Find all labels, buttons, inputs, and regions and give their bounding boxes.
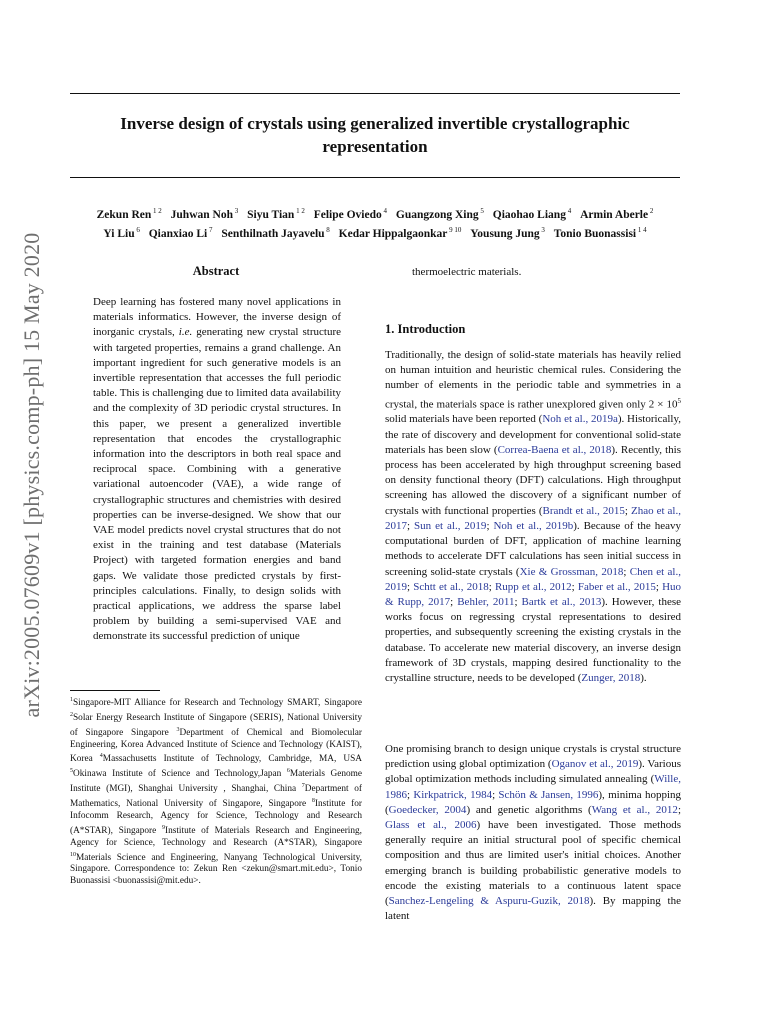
author-affiliation-mark: 3 bbox=[539, 225, 545, 234]
footnote-number: 10 bbox=[70, 851, 76, 858]
citation-link[interactable]: Correa-Baena et al., 2018 bbox=[497, 443, 612, 456]
citation-link[interactable]: Zunger, 2018 bbox=[581, 671, 641, 684]
abstract-continued: thermoelectric materials. bbox=[412, 266, 522, 278]
paragraph-text: ; bbox=[407, 519, 415, 532]
citation-link[interactable]: Oganov et al., 2019 bbox=[551, 758, 639, 771]
citation-link[interactable]: Xie & Grossman, 2018 bbox=[519, 565, 624, 578]
citation-link[interactable]: Schön & Jansen, 1996 bbox=[498, 788, 599, 801]
author-name: Felipe Oviedo $^4$ bbox=[313, 207, 387, 221]
author-affiliation-mark: 8 bbox=[324, 225, 330, 234]
footnote-text: Massachusetts Institute of Technology, Cambridge, MA, USA bbox=[102, 754, 362, 765]
citation-link[interactable]: Noh et al., 2019a bbox=[542, 413, 618, 426]
footnote-number: 7 bbox=[301, 783, 305, 790]
author-name: Tonio Buonassisi $^{1 4}$ bbox=[553, 225, 647, 240]
paragraph-text: ; bbox=[655, 580, 663, 593]
citation-link[interactable]: Goedecker, 2004 bbox=[388, 803, 467, 816]
paragraph-text: ; bbox=[623, 565, 630, 578]
exponent: 5 bbox=[677, 396, 681, 405]
footnote-number: 8 bbox=[311, 798, 315, 805]
footnote-number: 3 bbox=[176, 726, 180, 733]
author-affiliation-mark: 2 bbox=[648, 207, 654, 215]
footnote-number: 5 bbox=[70, 768, 73, 775]
footnote-text: Materials Genome Institute (MGI), Shanghai University , Shanghai, China bbox=[70, 769, 362, 795]
author-name: Qiaohao Liang $^4$ bbox=[492, 207, 572, 221]
introduction-heading: 1. Introduction bbox=[385, 322, 466, 336]
paragraph-text: ). However, these works focus on regressing crystal representations to desired properties, and subsequently screening the existing crystals in the database. To accelerate new material discovery, an inverse design framework of 3D crystals, mapping desired functionality to the crystalline structure, needs to be developed ( bbox=[385, 595, 681, 684]
paragraph-text: ; bbox=[492, 788, 499, 801]
paragraph-text: ; bbox=[624, 504, 631, 517]
paragraph-text: ; bbox=[514, 595, 522, 608]
title-top-rule bbox=[70, 93, 680, 94]
footnote-number: 1 bbox=[70, 697, 73, 703]
paragraph-text: ). By mapping the latent bbox=[385, 895, 681, 923]
footnote-rule bbox=[70, 690, 160, 691]
footnote-number: 4 bbox=[99, 753, 103, 760]
author-name: Yousung Jung $^3$ bbox=[470, 225, 545, 240]
author-affiliation-mark: 9 10 bbox=[447, 225, 462, 234]
abstract-text-2: generating new crystal structure with targeted properties, remains a grand challenge. An important ingredient for such generative models is an invertible representation that accesses the full periodic table. This is challenging due to limited data availability and the complexity of 3D periodic crystal structures. In this paper, we present a generalized invertible representation that encodes the crystallographic information into the descriptors in both real space and reciprocal space. Combining with a generative variational autoencoder (VAE), a wide range of crystallographic structures and chemistries with desired properties can be inverse-designed. We show that our VAE model predicts novel crystal structures that do not exist in the training and test database (Materials Project) with targeted formation energies and band gaps. We validate those predicted crystals by first-principles calculations. Finally, to design solids with practical applications, we address the sparse label problem by building a semi-supervised VAE and demonstrate its successful prediction of unique bbox=[93, 326, 341, 643]
paragraph-text: One promising branch to design unique crystals is crystal structure prediction using global optimization ( bbox=[385, 743, 681, 771]
paragraph-text: ). bbox=[640, 671, 647, 684]
author-affiliation-mark: 1 2 bbox=[151, 207, 162, 215]
author-name: Qianxiao Li $^7$ bbox=[148, 225, 213, 240]
footnote-number: 2 bbox=[70, 711, 73, 718]
paragraph-text: ; bbox=[407, 788, 414, 801]
paragraph-text: ). Because of the heavy computational burden of DFT, application of machine learning methods to accelerate DFT calculations has seen initial success in screening solid-state crystals ( bbox=[385, 519, 681, 578]
abstract-text-1: Deep learning has fostered many novel applications in materials informatics. However, the inverse design of inorganic crystals, bbox=[93, 296, 341, 339]
abstract-ie: i.e. bbox=[178, 326, 193, 339]
footnote-number: 6 bbox=[286, 768, 290, 775]
footnote-text: Okinawa Institute of Science and Technology,Japan bbox=[73, 769, 287, 780]
author-list bbox=[40, 204, 710, 242]
introduction-paragraph-2 bbox=[385, 742, 681, 924]
footnote-text: Materials Science and Engineering, Nanyang Technological University, Singapore. bbox=[70, 852, 362, 875]
paragraph-text: Traditionally, the design of solid-state materials has heavily relied on human intuition and heuristic chemical rules. Considering the number of elements in the periodic table and symmetries in a crystal, the materials space is rather unexplored given only 2 × 10 bbox=[385, 349, 681, 411]
author-name: Armin Aberle $^2$ bbox=[580, 207, 654, 221]
author-affiliation-mark: 3 bbox=[232, 207, 239, 215]
author-affiliation-mark: 6 bbox=[134, 225, 140, 234]
citation-link[interactable]: Rupp et al., 2012 bbox=[494, 580, 572, 593]
author-name: Yi Liu $^6$ bbox=[103, 225, 140, 240]
footnote-text: Solar Energy Research Institute of Singapore (SERIS), National University of Singapore Singapore bbox=[70, 712, 362, 738]
paragraph-text: ; bbox=[488, 580, 495, 593]
citation-link[interactable]: Noh et al., 2019b bbox=[493, 519, 574, 532]
author-affiliation-mark: 5 bbox=[478, 207, 484, 215]
paragraph-text: ), minima hopping ( bbox=[385, 788, 682, 816]
paragraph-text: ; bbox=[677, 803, 681, 816]
citation-link[interactable]: Brandt et al., 2015 bbox=[542, 504, 625, 517]
footnote-text: Singapore-MIT Alliance for Research and Technology SMART, Singapore bbox=[73, 698, 362, 709]
correspondence-text: Correspondence to: Zekun Ren <zekun@smart.mit.edu>, Tonio Buonassisi <buonassisi@mit.edu>. bbox=[70, 864, 362, 887]
citation-link[interactable]: Kirkpatrick, 1984 bbox=[413, 788, 493, 801]
citation-link[interactable]: Wille, 1986 bbox=[385, 773, 681, 801]
paragraph-text: ). Various global optimization methods including simulated annealing ( bbox=[385, 758, 681, 786]
author-name: Zekun Ren $^{1 2}$ bbox=[96, 207, 162, 221]
paragraph-text: ; bbox=[450, 595, 458, 608]
citation-link[interactable]: Huo & Rupp, 2017 bbox=[385, 580, 682, 608]
footnote-text: Department of Chemical and Biomolecular Engineering, Korea Advanced Institute of Science and Technology (KAIST), Korea bbox=[70, 727, 362, 765]
author-name: Guangzong Xing $^5$ bbox=[395, 207, 484, 221]
citation-link[interactable]: Behler, 2011 bbox=[457, 595, 515, 608]
author-affiliation-mark: 4 bbox=[565, 207, 572, 215]
title-bottom-rule bbox=[70, 177, 680, 178]
author-affiliation-mark: 1 4 bbox=[636, 225, 647, 234]
author-affiliation-mark: 7 bbox=[207, 225, 213, 234]
citation-link[interactable]: Bartk et al., 2013 bbox=[521, 595, 602, 608]
author-name: Senthilnath Jayavelu $^8$ bbox=[221, 225, 330, 240]
footnote-number: 9 bbox=[161, 824, 165, 831]
paragraph-text: ). Recently, this process has been accelerated by high throughput screening based on density functional theory (DFT) calculations. High throughput screening has allowed the discovery of a significant number of crystals with functional properties ( bbox=[385, 443, 681, 517]
arxiv-stamp: arXiv:2005.07609v1 [physics.comp-ph] 15 May 2020 bbox=[19, 232, 44, 718]
author-name: Juhwan Noh $^3$ bbox=[170, 207, 239, 221]
introduction-paragraph-1 bbox=[385, 348, 681, 686]
abstract-body bbox=[93, 295, 341, 645]
citation-link[interactable]: Faber et al., 2015 bbox=[577, 580, 656, 593]
footnote-text: Department of Mathematics, National University of Singapore, Singapore bbox=[70, 784, 363, 810]
author-affiliation-mark: 1 2 bbox=[294, 207, 305, 215]
paragraph-text: ; bbox=[407, 580, 414, 593]
citation-link[interactable]: Schtt et al., 2018 bbox=[413, 580, 489, 593]
paper-title: Inverse design of crystals using generalized invertible crystallographic representation bbox=[120, 114, 630, 156]
paragraph-text: ) have been investigated. Those methods generally require an initial structural pool of specific chemical composition and thus are limited user's initial choices. Another emerging branch is building probabilistic generative models to encode the existing materials to a continuous latent space ( bbox=[385, 819, 681, 908]
paragraph-text: ; bbox=[571, 580, 578, 593]
citation-link[interactable]: Sun et al., 2019 bbox=[414, 519, 487, 532]
paragraph-text: ). Historically, the rate of discovery and development for conventional solid-state materials has been slow ( bbox=[385, 413, 681, 456]
footnote-text: Institute for Infocomm Research, Agency for Science, Technology and Research (A*STAR), Singapore bbox=[70, 799, 363, 836]
paragraph-text: solid materials have been reported ( bbox=[385, 413, 543, 426]
footnote-text: Institute of Materials Research and Engineering, Agency for Science, Technology and Research (A*STAR), Singapore bbox=[70, 825, 362, 848]
abstract-heading: Abstract bbox=[192, 264, 240, 278]
affiliation-footnotes bbox=[70, 695, 362, 888]
author-name: Kedar Hippalgaonkar $^{9 10}$ bbox=[338, 225, 462, 240]
citation-link[interactable]: Wang et al., 2012 bbox=[591, 803, 678, 816]
author-name: Siyu Tian $^{1 2}$ bbox=[247, 207, 305, 221]
paragraph-text: ; bbox=[486, 519, 494, 532]
paragraph-text: ) and genetic algorithms ( bbox=[466, 803, 592, 816]
citation-link[interactable]: Glass et al., 2006 bbox=[385, 819, 477, 832]
citation-link[interactable]: Zhao et al., 2017 bbox=[385, 504, 681, 532]
author-affiliation-mark: 4 bbox=[381, 207, 387, 215]
citation-link[interactable]: Sanchez-Lengeling & Aspuru-Guzik, 2018 bbox=[388, 895, 590, 908]
citation-link[interactable]: Chen et al., 2019 bbox=[385, 565, 681, 593]
